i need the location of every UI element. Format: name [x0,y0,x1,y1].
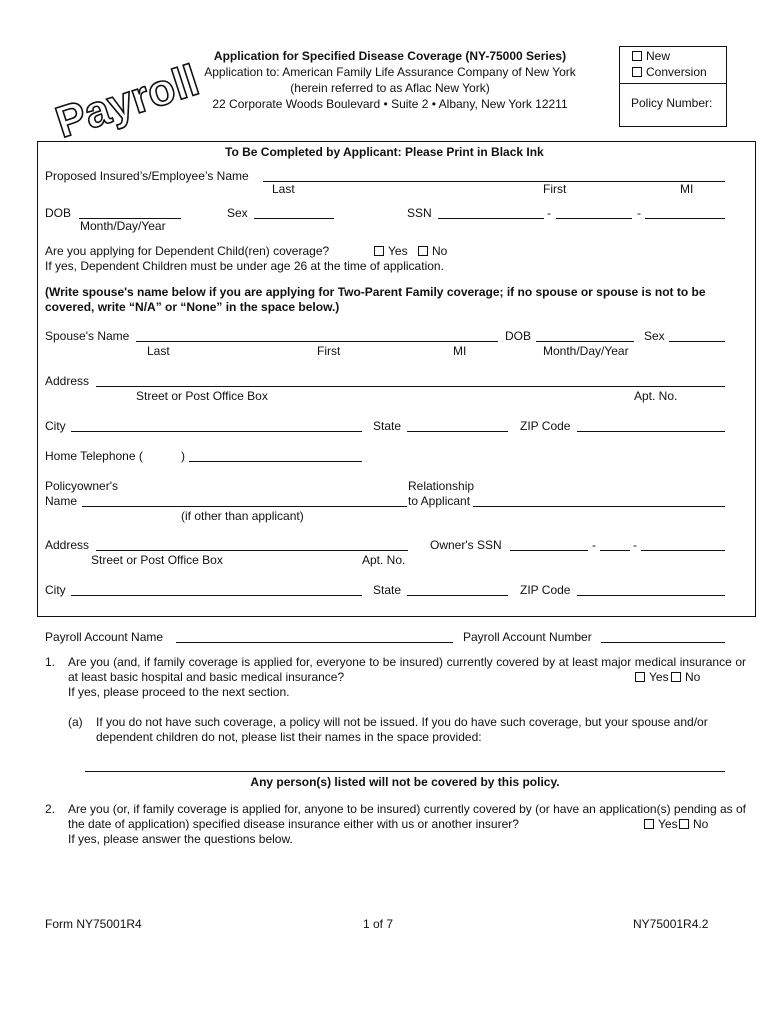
relationship-label-2: to Applicant [408,494,471,508]
owner-city-field[interactable] [71,595,362,596]
q1-yes-option[interactable]: Yes [631,670,669,684]
zip-label: ZIP Code [520,419,571,433]
spouse-name-field[interactable] [136,341,498,342]
q2-number: 2. [45,802,56,816]
street-caption: Street or Post Office Box [136,389,268,403]
dependent-no-checkbox[interactable] [418,246,428,256]
q1-follow-up: If yes, please proceed to the next section. [68,685,290,699]
insured-name-field[interactable] [263,181,725,182]
city-label: City [45,419,66,433]
spouse-sex-label: Sex [644,329,665,343]
state-label: State [373,419,402,433]
address-label: Address [45,374,90,388]
sex-label: Sex [227,206,248,220]
footer-form-number: Form NY75001R4 [45,917,142,931]
status-box [619,46,727,127]
q1a-names-field[interactable] [85,771,725,772]
q1-no-checkbox[interactable] [671,672,681,682]
spouse-instruction: (Write spouse's name below if you are applying for Two-Parent Family coverage; if no spouse or spouse is not to be covered, write “N/A” or “None” in the space below.) [45,285,706,314]
header-line-2: Application to: American Family Life Assurance Company of New York [204,65,576,79]
spouse-sex-field[interactable] [669,341,725,342]
divider [620,83,726,84]
spouse-dob-field[interactable] [536,341,634,342]
conversion-checkbox[interactable] [632,67,642,77]
first-caption: First [543,182,567,196]
dob-format-caption: Month/Day/Year [80,219,166,233]
address-field[interactable] [96,386,725,387]
dependent-question: Are you applying for Dependent Child(ren) coverage? [45,244,330,258]
home-telephone-field[interactable] [189,461,362,462]
last-caption: Last [272,182,295,196]
payroll-account-number-field[interactable] [601,642,725,643]
header-line-3: (herein referred to as Aflac New York) [290,81,490,95]
policyowner-note: (if other than applicant) [181,509,304,523]
owner-street-caption: Street or Post Office Box [91,553,223,567]
spouse-dob-format-caption: Month/Day/Year [543,344,629,358]
owner-zip-label: ZIP Code [520,583,571,597]
owner-zip-field[interactable] [577,595,725,596]
sex-field[interactable] [254,218,334,219]
new-checkbox[interactable] [632,51,642,61]
q1-text: Are you (and, if family coverage is applied for, everyone to be insured) currently covered by at least major medical insurance or at least basic hospital and basic medical insurance? [68,655,746,684]
section-heading: To Be Completed by Applicant: Please Print in Black Ink [225,145,544,159]
dependent-yes-option[interactable]: Yes [374,244,408,258]
dependent-yes-checkbox[interactable] [374,246,384,256]
header-line-4: 22 Corporate Woods Boulevard • Suite 2 • Albany, New York 12211 [212,97,568,111]
relationship-label-1: Relationship [408,479,475,493]
policy-number-label: Policy Number: [631,96,713,110]
owner-ssn-label: Owner's SSN [430,538,502,552]
owner-ssn-field-1[interactable] [510,550,588,551]
q2-yes-option[interactable]: Yes [640,817,678,831]
spouse-dob-label: DOB [505,329,532,343]
applicant-section [37,141,756,617]
state-field[interactable] [407,431,508,432]
q2-text: Are you (or, if family coverage is applied for, anyone to be insured) currently covered by (or have an application(s) pending as of the date of application) specified disease insurance either with us or another insurer? [68,802,746,831]
q2-follow-up: If yes, please answer the questions below. [68,832,293,846]
ssn-field-1[interactable] [438,218,544,219]
payroll-logo [44,44,205,148]
policyowner-label-2: Name [45,494,78,508]
q1a-notice: Any person(s) listed will not be covered by this policy. [250,775,560,789]
logo-text: Payroll [49,55,205,148]
new-option[interactable]: New [632,49,670,63]
footer-page-number: 1 of 7 [363,917,394,931]
conversion-option[interactable]: Conversion [632,65,707,79]
owner-address-label: Address [45,538,90,552]
mi-caption: MI [680,182,694,196]
q1-no-option[interactable]: No [671,670,700,684]
q1-yes-checkbox[interactable] [635,672,645,682]
spouse-first-caption: First [317,344,341,358]
q1a-label: (a) [68,715,83,729]
ssn-dash-2: - [637,206,641,220]
payroll-account-number-label: Payroll Account Number [463,630,592,644]
owner-state-label: State [373,583,402,597]
ssn-field-2[interactable] [556,218,632,219]
dependent-no-option[interactable]: No [418,244,447,258]
zip-field[interactable] [577,431,725,432]
form-title: Application for Specified Disease Coverage (NY-75000 Series) [213,49,567,63]
home-telephone-label: Home Telephone ( [45,449,143,463]
q2-yes-checkbox[interactable] [644,819,654,829]
spouse-name-label: Spouse's Name [45,329,130,343]
q1a-text: If you do not have such coverage, a policy will not be issued. If you do have such coverage, but your spouse and/or dependent children do not, please list their names in the space provided: [96,715,708,744]
ssn-label: SSN [407,206,432,220]
owner-state-field[interactable] [407,595,508,596]
telephone-close-paren: ) [181,449,185,463]
payroll-account-name-field[interactable] [176,642,453,643]
footer-form-code: NY75001R4.2 [633,917,709,931]
payroll-account-name-label: Payroll Account Name [45,630,164,644]
apt-caption: Apt. No. [634,389,678,403]
form-header [160,48,620,112]
city-field[interactable] [71,431,362,432]
insured-name-label: Proposed Insured’s/Employee’s Name [45,169,249,183]
owner-city-label: City [45,583,66,597]
q2-no-checkbox[interactable] [679,819,689,829]
policyowner-label-1: Policyowner's [45,479,118,493]
owner-ssn-field-3[interactable] [641,550,725,551]
ssn-dash-1: - [547,206,551,220]
owner-ssn-dash-1: - [592,538,596,552]
owner-ssn-dash-2: - [633,538,637,552]
owner-ssn-field-2[interactable] [600,550,630,551]
q2-no-option[interactable]: No [679,817,728,831]
owner-apt-caption: Apt. No. [362,553,406,567]
dependent-note: If yes, Dependent Children must be under age 26 at the time of application. [45,259,444,273]
q1-number: 1. [45,655,56,669]
dob-label: DOB [45,206,72,220]
spouse-mi-caption: MI [453,344,467,358]
owner-address-field[interactable] [96,550,408,551]
relationship-field[interactable] [473,506,725,507]
spouse-last-caption: Last [147,344,170,358]
ssn-field-3[interactable] [645,218,725,219]
policyowner-name-field[interactable] [82,506,407,507]
